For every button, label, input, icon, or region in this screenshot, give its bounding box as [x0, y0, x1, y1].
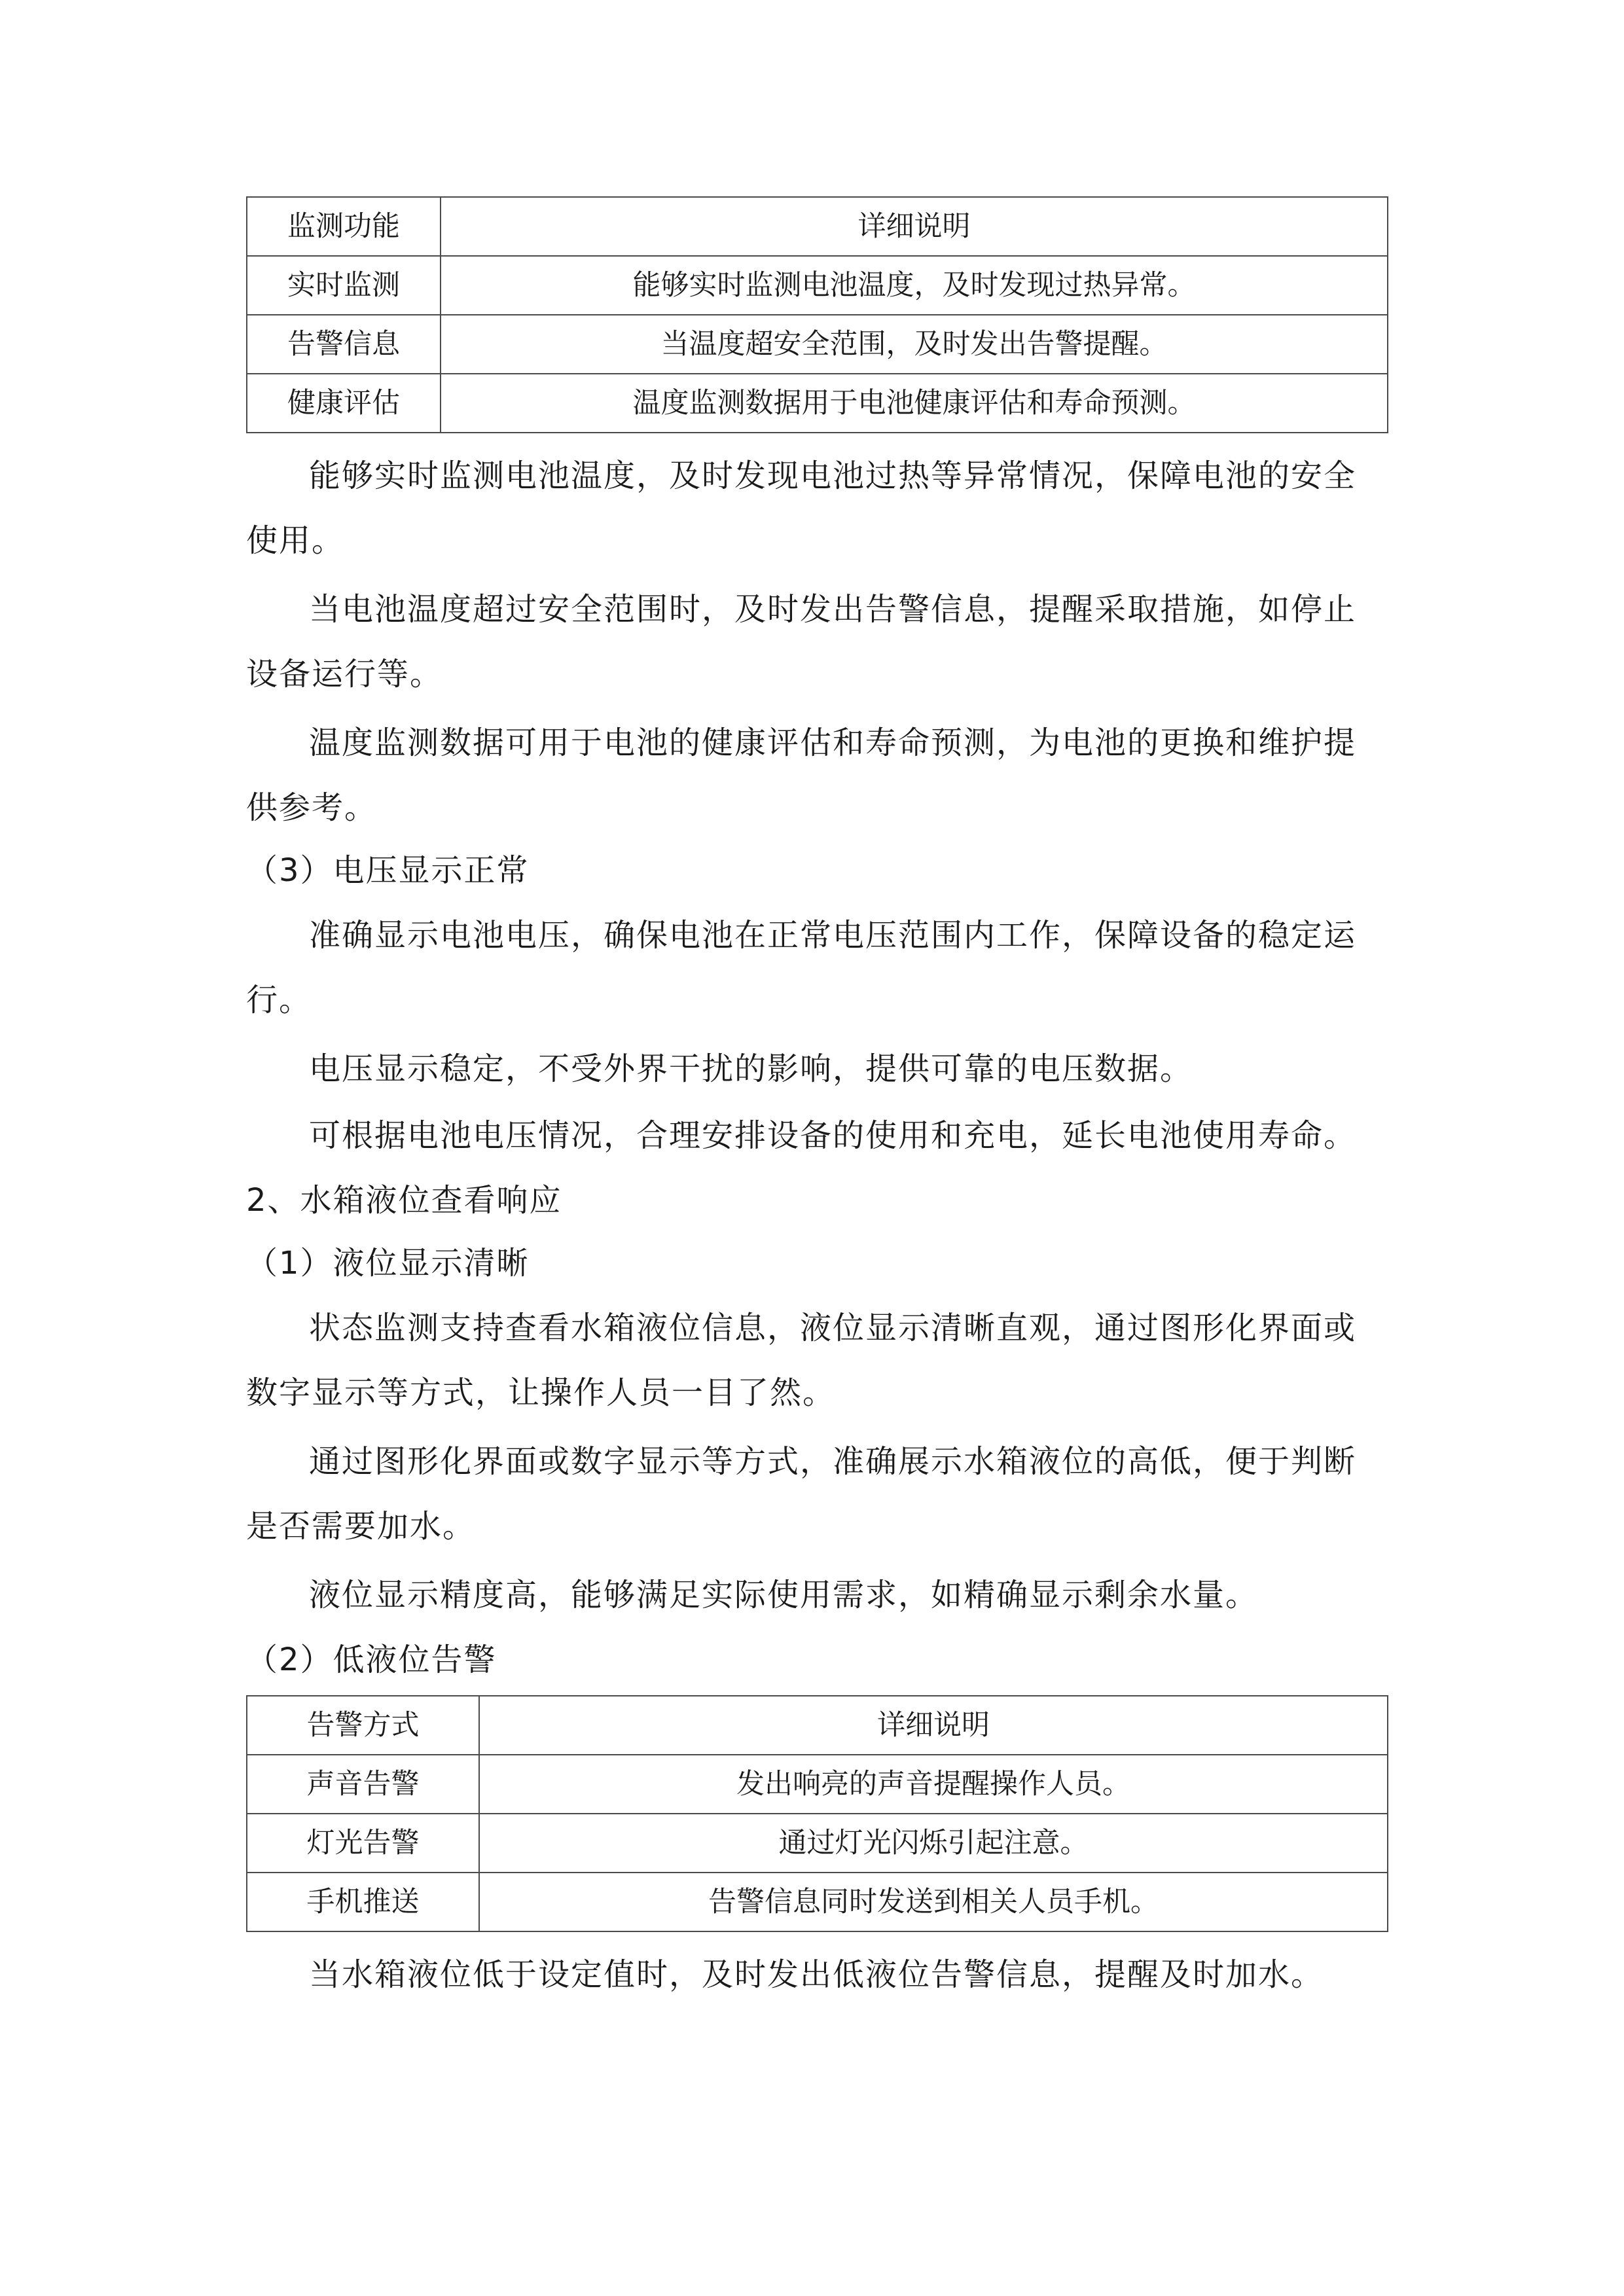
- section-heading: （3）电压显示正常: [246, 852, 530, 889]
- table-row: [247, 374, 1388, 433]
- paragraph-line: 状态监测支持查看水箱液位信息，液位显示清晰直观，通过图形化界面或: [309, 1310, 1357, 1346]
- table-cell: 当温度超安全范围，及时发出告警提醒。: [441, 315, 1388, 374]
- paragraph-line: 供参考。: [246, 789, 378, 826]
- table-row: [247, 315, 1388, 374]
- table-cell: 温度监测数据用于电池健康评估和寿命预测。: [441, 374, 1388, 433]
- table-cell: 手机推送: [247, 1873, 479, 1931]
- table-header-row: [247, 1696, 1388, 1755]
- table-header-cell: 详细说明: [479, 1696, 1388, 1755]
- paragraph-line: 使用。: [246, 522, 345, 559]
- paragraph-line: 通过图形化界面或数字显示等方式，准确展示水箱液位的高低，便于判断: [309, 1443, 1357, 1480]
- table-header-cell: 监测功能: [247, 197, 441, 256]
- paragraph-line: 数字显示等方式，让操作人员一目了然。: [246, 1374, 836, 1411]
- table-row: [247, 1814, 1388, 1873]
- paragraph-line: 设备运行等。: [246, 656, 443, 692]
- table-cell: 声音告警: [247, 1755, 479, 1814]
- paragraph-line: 行。: [246, 982, 312, 1018]
- paragraph: 电压显示稳定，不受外界干扰的影响，提供可靠的电压数据。: [309, 1050, 1193, 1087]
- table-cell: 实时监测: [247, 256, 441, 315]
- paragraph: 当水箱液位低于设定值时，及时发出低液位告警信息，提醒及时加水。: [309, 1956, 1324, 1993]
- paragraph-line: 温度监测数据可用于电池的健康评估和寿命预测，为电池的更换和维护提: [309, 725, 1357, 761]
- table-header-cell: 详细说明: [441, 197, 1388, 256]
- table-row: [247, 1755, 1388, 1814]
- alarm-method-table: [246, 1695, 1388, 1932]
- table-cell: 告警信息: [247, 315, 441, 374]
- document-page: [246, 196, 1388, 2008]
- temperature-monitoring-table: [246, 196, 1388, 433]
- table-header-row: [247, 197, 1388, 256]
- paragraph-line: 当电池温度超过安全范围时，及时发出告警信息，提醒采取措施，如停止: [309, 591, 1357, 628]
- subsection-heading: （2）低液位告警: [246, 1641, 497, 1678]
- table-cell: 告警信息同时发送到相关人员手机。: [479, 1873, 1388, 1931]
- subsection-heading: （1）液位显示清晰: [246, 1245, 530, 1282]
- table-cell: 能够实时监测电池温度，及时发现过热异常。: [441, 256, 1388, 315]
- paragraph-line: 能够实时监测电池温度，及时发现电池过热等异常情况，保障电池的安全: [309, 457, 1357, 494]
- paragraph: 液位显示精度高，能够满足实际使用需求，如精确显示剩余水量。: [309, 1577, 1259, 1613]
- table-cell: 通过灯光闪烁引起注意。: [479, 1814, 1388, 1873]
- table-row: [247, 256, 1388, 315]
- table-cell: 健康评估: [247, 374, 441, 433]
- paragraph: 可根据电池电压情况，合理安排设备的使用和充电，延长电池使用寿命。: [309, 1117, 1357, 1154]
- paragraph-line: 是否需要加水。: [246, 1508, 476, 1545]
- table-cell: 灯光告警: [247, 1814, 479, 1873]
- table-row: [247, 1873, 1388, 1931]
- paragraph-line: 准确显示电池电压，确保电池在正常电压范围内工作，保障设备的稳定运: [309, 917, 1357, 954]
- table-header-cell: 告警方式: [247, 1696, 479, 1755]
- section-heading: 2、水箱液位查看响应: [246, 1182, 562, 1219]
- table-cell: 发出响亮的声音提醒操作人员。: [479, 1755, 1388, 1814]
